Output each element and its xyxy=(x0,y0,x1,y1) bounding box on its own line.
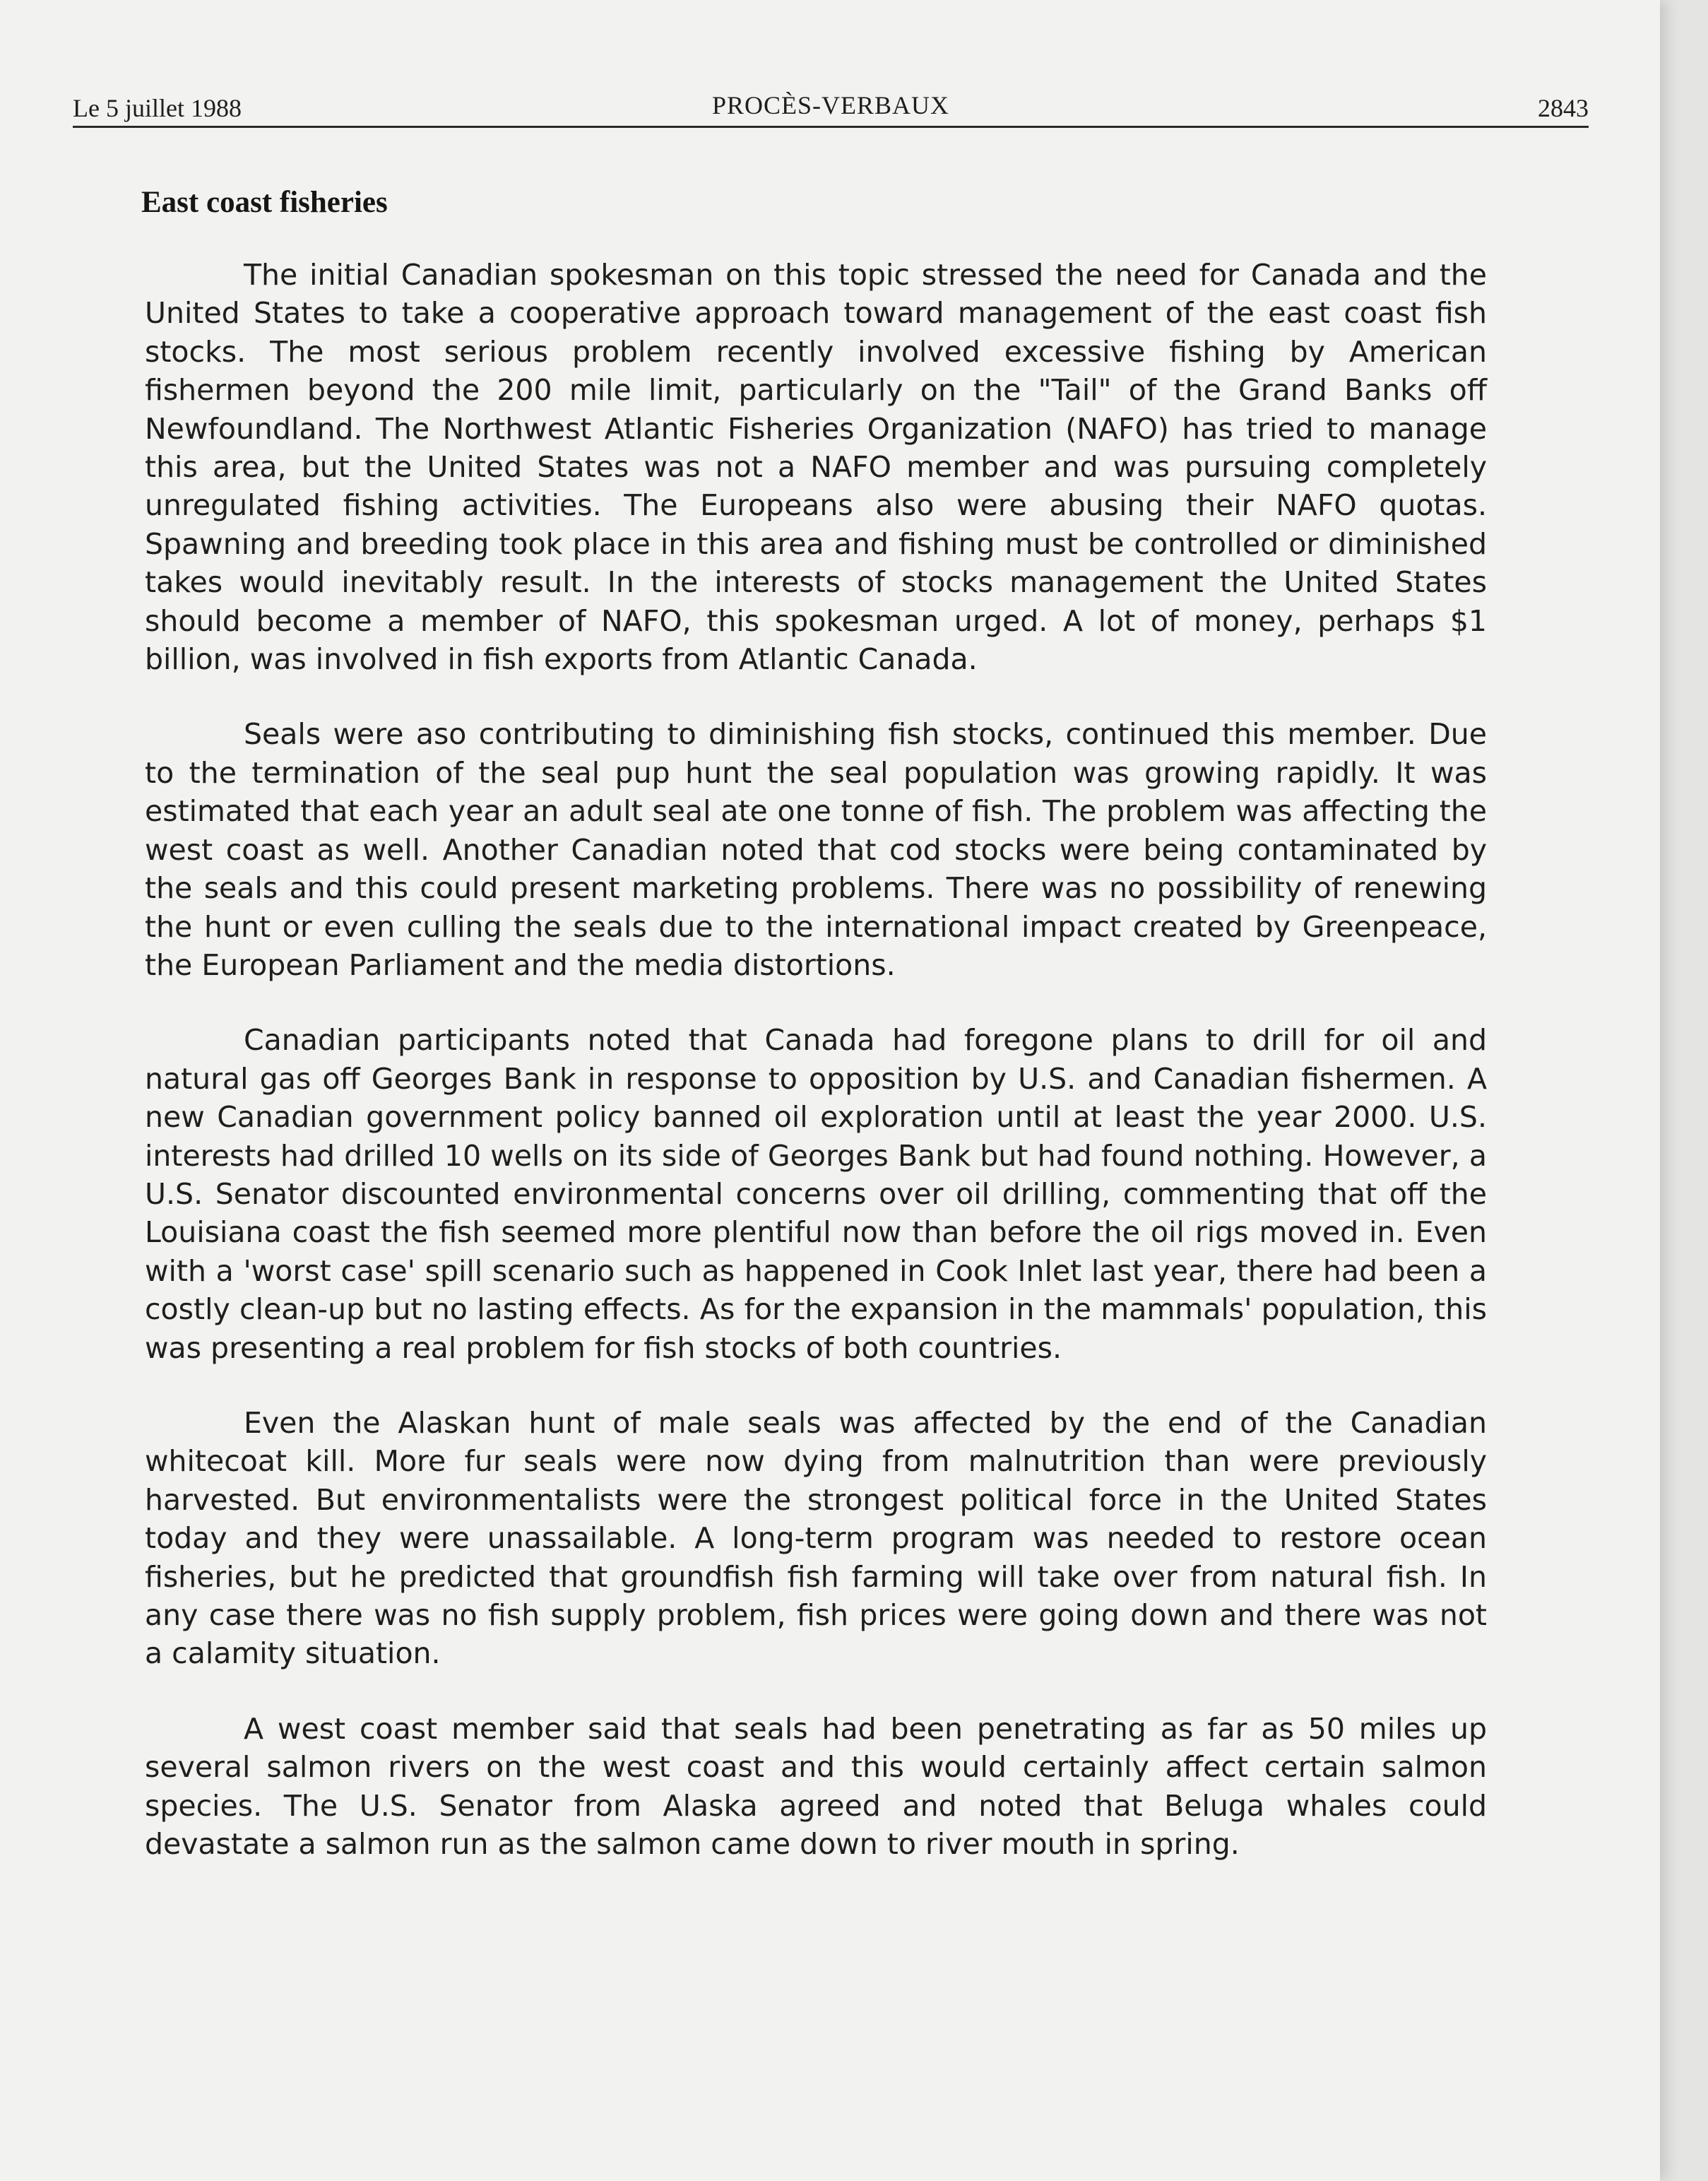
section-heading: East coast fisheries xyxy=(141,186,388,219)
paragraph-3: Canadian participants noted that Canada had foregone plans to drill for oil and natural gas off Georges Bank in response to opposition by U.S. and Canadian fishermen. A new Canadian government policy banned oil exploration until at least the year 2000. U.S. interests had drilled 10 wells on its side of Georges Bank but had found nothing. However, a U.S. Senator discounted environmental concerns over oil drilling, commenting that off the Louisiana coast the fish seemed more plentiful now than before the oil rigs moved in. Even with a 'worst case' spill scenario such as happened in Cook Inlet last year, there had been a costly clean-up but no lasting effects. As for the expansion in the mammals' population, this was presenting a real problem for fish stocks of both countries. xyxy=(145,1023,1487,1365)
paragraph-4: Even the Alaskan hunt of male seals was affected by the end of the Canadian whitecoat kill. More fur seals were now dying from malnutrition than were previously harvested. But environmentalists were the strongest political force in the United States today and they were unassailable. A long-term program was needed to restore ocean fisheries, but he predicted that groundfish fish farming will take over from natural fish. In any case there was no fish supply problem, fish prices were going down and there was not a calamity situation. xyxy=(145,1405,1487,1671)
paragraph-2: Seals were aso contributing to diminishing fish stocks, continued this member. Due to the termination of the seal pup hunt the seal population was growing rapidly. It was estimated that each year an adult seal ate one tonne of fish. The problem was affecting the west coast as well. Another Canadian noted that cod stocks were being contaminated by the seals and this could present marketing problems. There was no possibility of renewing the hunt or even culling the seals due to the international impact created by Greenpeace, the European Parliament and the media distortions. xyxy=(145,717,1487,982)
paragraph-1: The initial Canadian spokesman on this topic stressed the need for Canada and the United States to take a cooperative approach toward management of the east coast fish stocks. The most serious problem recently involved excessive fishing by American fishermen beyond the 200 mile limit, particularly on the "Tail" of the Grand Banks off Newfoundland. The Northwest Atlantic Fisheries Organization (NAFO) has tried to manage this area, but the United States was not a NAFO member and was pursuing completely unregulated fishing activities. The Europeans also were abusing their NAFO quotas. Spawning and breeding took place in this area and fishing must be controlled or diminished takes would inevitably result. In the interests of stocks management the United States should become a member of NAFO, this spokesman urged. A lot of money, perhaps $1 billion, was involved in fish exports from Atlantic Canada. xyxy=(145,258,1487,677)
page-number: 2843 xyxy=(1538,94,1589,122)
section-body xyxy=(145,256,1487,1900)
header-title: PROCÈS-VERBAUX xyxy=(711,91,950,119)
page-header xyxy=(73,89,1589,128)
header-date: Le 5 juillet 1988 xyxy=(73,94,242,122)
paragraph-5: A west coast member said that seals had been penetrating as far as 50 miles up several salmon rivers on the west coast and this would certainly affect certain salmon species. The U.S. Senator from Alaska agreed and noted that Beluga whales could devastate a salmon run as the salmon came down to river mouth in spring. xyxy=(145,1711,1487,1862)
